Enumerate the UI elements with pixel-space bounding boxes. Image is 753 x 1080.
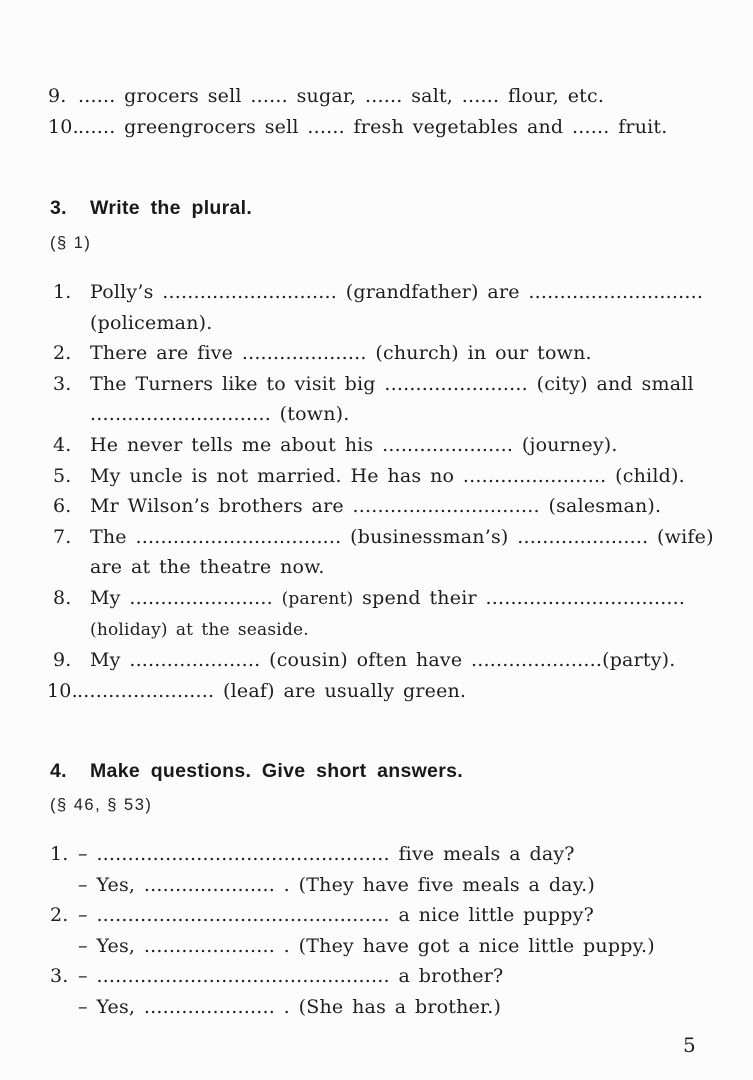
exercise3-title: Write the plural. (90, 197, 253, 219)
item-number: 4. (53, 433, 72, 456)
item-text: ...... grocers sell ...... sugar, ...... salt, ...... flour, etc. (78, 85, 605, 107)
item-text: My uncle is not married. He has no ....................... (child). (90, 464, 685, 487)
item-number: 10. (48, 115, 79, 138)
prev-exercise-item-9 (0, 81, 733, 112)
item-number: 2. (50, 904, 69, 927)
exercise4-item-3-answer (0, 992, 733, 1023)
item-text: ............................. (town). (90, 403, 350, 426)
item-text: Mr Wilson’s brothers are .............................. (salesman). (90, 495, 662, 518)
item-text: There are five .................... (church) in our town. (90, 342, 592, 365)
exercise3-paragraph-ref: (§ 1) (50, 234, 92, 252)
item-text: (holiday) at the seaside. (90, 619, 309, 640)
exercise3-item-1 (0, 277, 733, 308)
item-number: 7. (53, 525, 72, 548)
exercise4-item-2-question (0, 900, 733, 931)
item-text: The ................................. (businessman’s) ..................... (wife) (90, 525, 714, 548)
exercise4-paragraph-ref: (§ 46, § 53) (50, 796, 153, 814)
item-hint: (parent) (281, 588, 354, 609)
exercise3-heading (0, 197, 733, 220)
exercise3-item-2 (0, 338, 733, 369)
exercise3-number: 3. (50, 197, 67, 219)
item-number: 10. (47, 679, 78, 702)
item-number: 5. (53, 464, 72, 487)
item-number: 9. (53, 649, 72, 672)
answer-text: – Yes, ..................... . (They have got a nice little puppy.) (78, 934, 655, 957)
exercise3-item-3-cont (0, 399, 733, 430)
question-text: – ............................................... five meals a day? (78, 843, 575, 865)
previous-exercise-items (0, 81, 733, 142)
exercise4-heading (0, 760, 733, 783)
exercise4-item-1-answer (0, 870, 733, 901)
exercise4-title: Make questions. Give short answers. (90, 760, 463, 782)
item-number: 2. (53, 342, 72, 365)
item-text: My ..................... (cousin) often have .....................(party). (90, 649, 676, 672)
exercise3-item-7-cont (0, 552, 733, 583)
item-text: The Turners like to visit big ....................... (city) and small (90, 372, 694, 395)
item-text: He never tells me about his ..................... (journey). (90, 433, 618, 456)
exercise3-item-7 (0, 522, 733, 553)
page-number: 5 (683, 1033, 696, 1057)
exercise4-items (0, 839, 733, 1023)
exercise3-item-4 (0, 430, 733, 461)
exercise3-item-10 (0, 676, 733, 707)
answer-text: – Yes, ..................... . (She has a brother.) (78, 995, 502, 1018)
item-text: (policeman). (90, 311, 213, 334)
item-text: ...................... (leaf) are usually green. (77, 679, 467, 702)
item-text: My ....................... (90, 586, 282, 609)
item-text: are at the theatre now. (90, 556, 325, 579)
exercise4-item-3-question (0, 961, 733, 992)
exercise4-item-1-question (0, 839, 733, 870)
question-text: – ............................................... a brother? (78, 965, 504, 988)
exercise4-item-2-answer (0, 931, 733, 962)
item-number: 9. (48, 85, 67, 107)
exercise3-items (0, 277, 733, 706)
exercise3-item-6 (0, 491, 733, 522)
exercise3-item-5 (0, 461, 733, 492)
exercise3-item-3 (0, 369, 733, 400)
exercise3-item-8-cont (0, 615, 733, 646)
item-number: 8. (53, 586, 72, 609)
item-number: 6. (53, 495, 72, 518)
item-text: spend their ................................ (353, 586, 686, 609)
exercise4-number: 4. (50, 760, 67, 782)
exercise3-item-8 (0, 583, 733, 615)
exercise3-item-1-cont (0, 308, 733, 339)
answer-text: – Yes, ..................... . (They have five meals a day.) (78, 873, 595, 896)
exercise3-item-9 (0, 645, 733, 676)
question-text: – ............................................... a nice little puppy? (78, 904, 594, 927)
item-text: ...... greengrocers sell ...... fresh vegetables and ...... fruit. (78, 115, 668, 138)
prev-exercise-item-10 (0, 112, 733, 143)
item-number: 3. (53, 372, 72, 395)
item-text: Polly’s ............................ (grandfather) are ............................ (90, 281, 704, 303)
item-number: 1. (53, 281, 72, 303)
item-number: 1. (50, 843, 69, 865)
item-number: 3. (50, 965, 69, 988)
